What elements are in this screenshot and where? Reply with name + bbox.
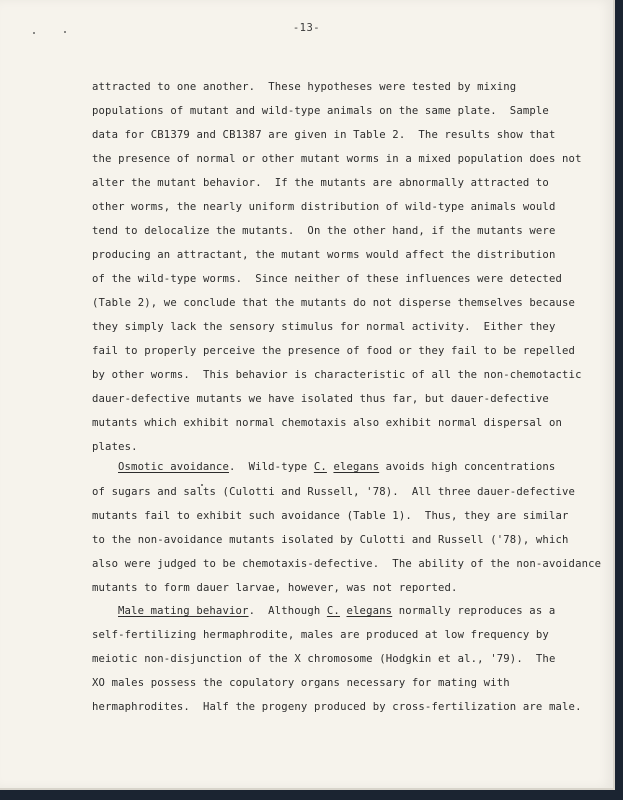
text-line: tend to delocalize the mutants. On the other hand, if the mutants were bbox=[92, 225, 556, 237]
genus-name: C. bbox=[326, 605, 340, 617]
genus-name: C. bbox=[313, 461, 327, 473]
text-line: of sugars and salts (Culotti and Russell, '78). All three dauer-defective bbox=[92, 486, 576, 498]
species-name: elegans bbox=[333, 461, 380, 473]
osmotic-heading: Osmotic avoidance bbox=[118, 461, 229, 473]
osmotic-first-line bbox=[118, 461, 555, 473]
text-line: of the wild-type worms. Since neither of these influences were detected bbox=[92, 273, 563, 285]
text-fragment: . Wild-type bbox=[228, 461, 314, 473]
mating-heading: Male mating behavior bbox=[118, 605, 249, 617]
text-line: (Table 2), we conclude that the mutants do not disperse themselves because bbox=[92, 297, 576, 309]
text-line: mutants to form dauer larvae, however, was not reported. bbox=[92, 582, 458, 594]
page-number: -13- bbox=[292, 22, 321, 34]
text-fragment: . Although bbox=[248, 605, 327, 617]
text-line: plates. bbox=[92, 441, 138, 453]
text-line: fail to properly perceive the presence of food or they fail to be repelled bbox=[92, 345, 576, 357]
text-line: data for CB1379 and CB1387 are given in Table 2. The results show that bbox=[92, 129, 556, 141]
text-fragment: normally reproduces as a bbox=[392, 605, 556, 617]
text-line: meiotic non-disjunction of the X chromosome (Hodgkin et al., '79). The bbox=[92, 653, 556, 665]
text-line: they simply lack the sensory stimulus for normal activity. Either they bbox=[92, 321, 556, 333]
text-line: self-fertilizing hermaphrodite, males are produced at low frequency by bbox=[92, 629, 549, 641]
text-line: also were judged to be chemotaxis-defective. The ability of the non-avoidance bbox=[92, 558, 602, 570]
text-line: mutants which exhibit normal chemotaxis also exhibit normal dispersal on bbox=[92, 417, 563, 429]
paper-speck bbox=[64, 31, 66, 33]
mating-first-line bbox=[118, 605, 555, 617]
text-line: XO males possess the copulatory organs necessary for mating with bbox=[92, 677, 510, 689]
text-line: attracted to one another. These hypotheses were tested by mixing bbox=[92, 81, 517, 93]
species-name: elegans bbox=[346, 605, 393, 617]
text-line: dauer-defective mutants we have isolated thus far, but dauer-defective bbox=[92, 393, 549, 405]
text-line: the presence of normal or other mutant worms in a mixed population does not bbox=[92, 153, 582, 165]
text-line: to the non-avoidance mutants isolated by Culotti and Russell ('78), which bbox=[92, 534, 569, 546]
text-line: populations of mutant and wild-type animals on the same plate. Sample bbox=[92, 105, 549, 117]
text-line: producing an attractant, the mutant worms would affect the distribution bbox=[92, 249, 556, 261]
text-fragment: avoids high concentrations bbox=[379, 461, 556, 473]
text-line: mutants fail to exhibit such avoidance (Table 1). Thus, they are similar bbox=[92, 510, 569, 522]
text-line: by other worms. This behavior is characteristic of all the non-chemotactic bbox=[92, 369, 582, 381]
text-line: hermaphrodites. Half the progeny produced by cross-fertilization are male. bbox=[92, 701, 582, 713]
text-line: other worms, the nearly uniform distribution of wild-type animals would bbox=[92, 201, 556, 213]
paper-speck bbox=[33, 32, 35, 34]
text-line: alter the mutant behavior. If the mutants are abnormally attracted to bbox=[92, 177, 549, 189]
